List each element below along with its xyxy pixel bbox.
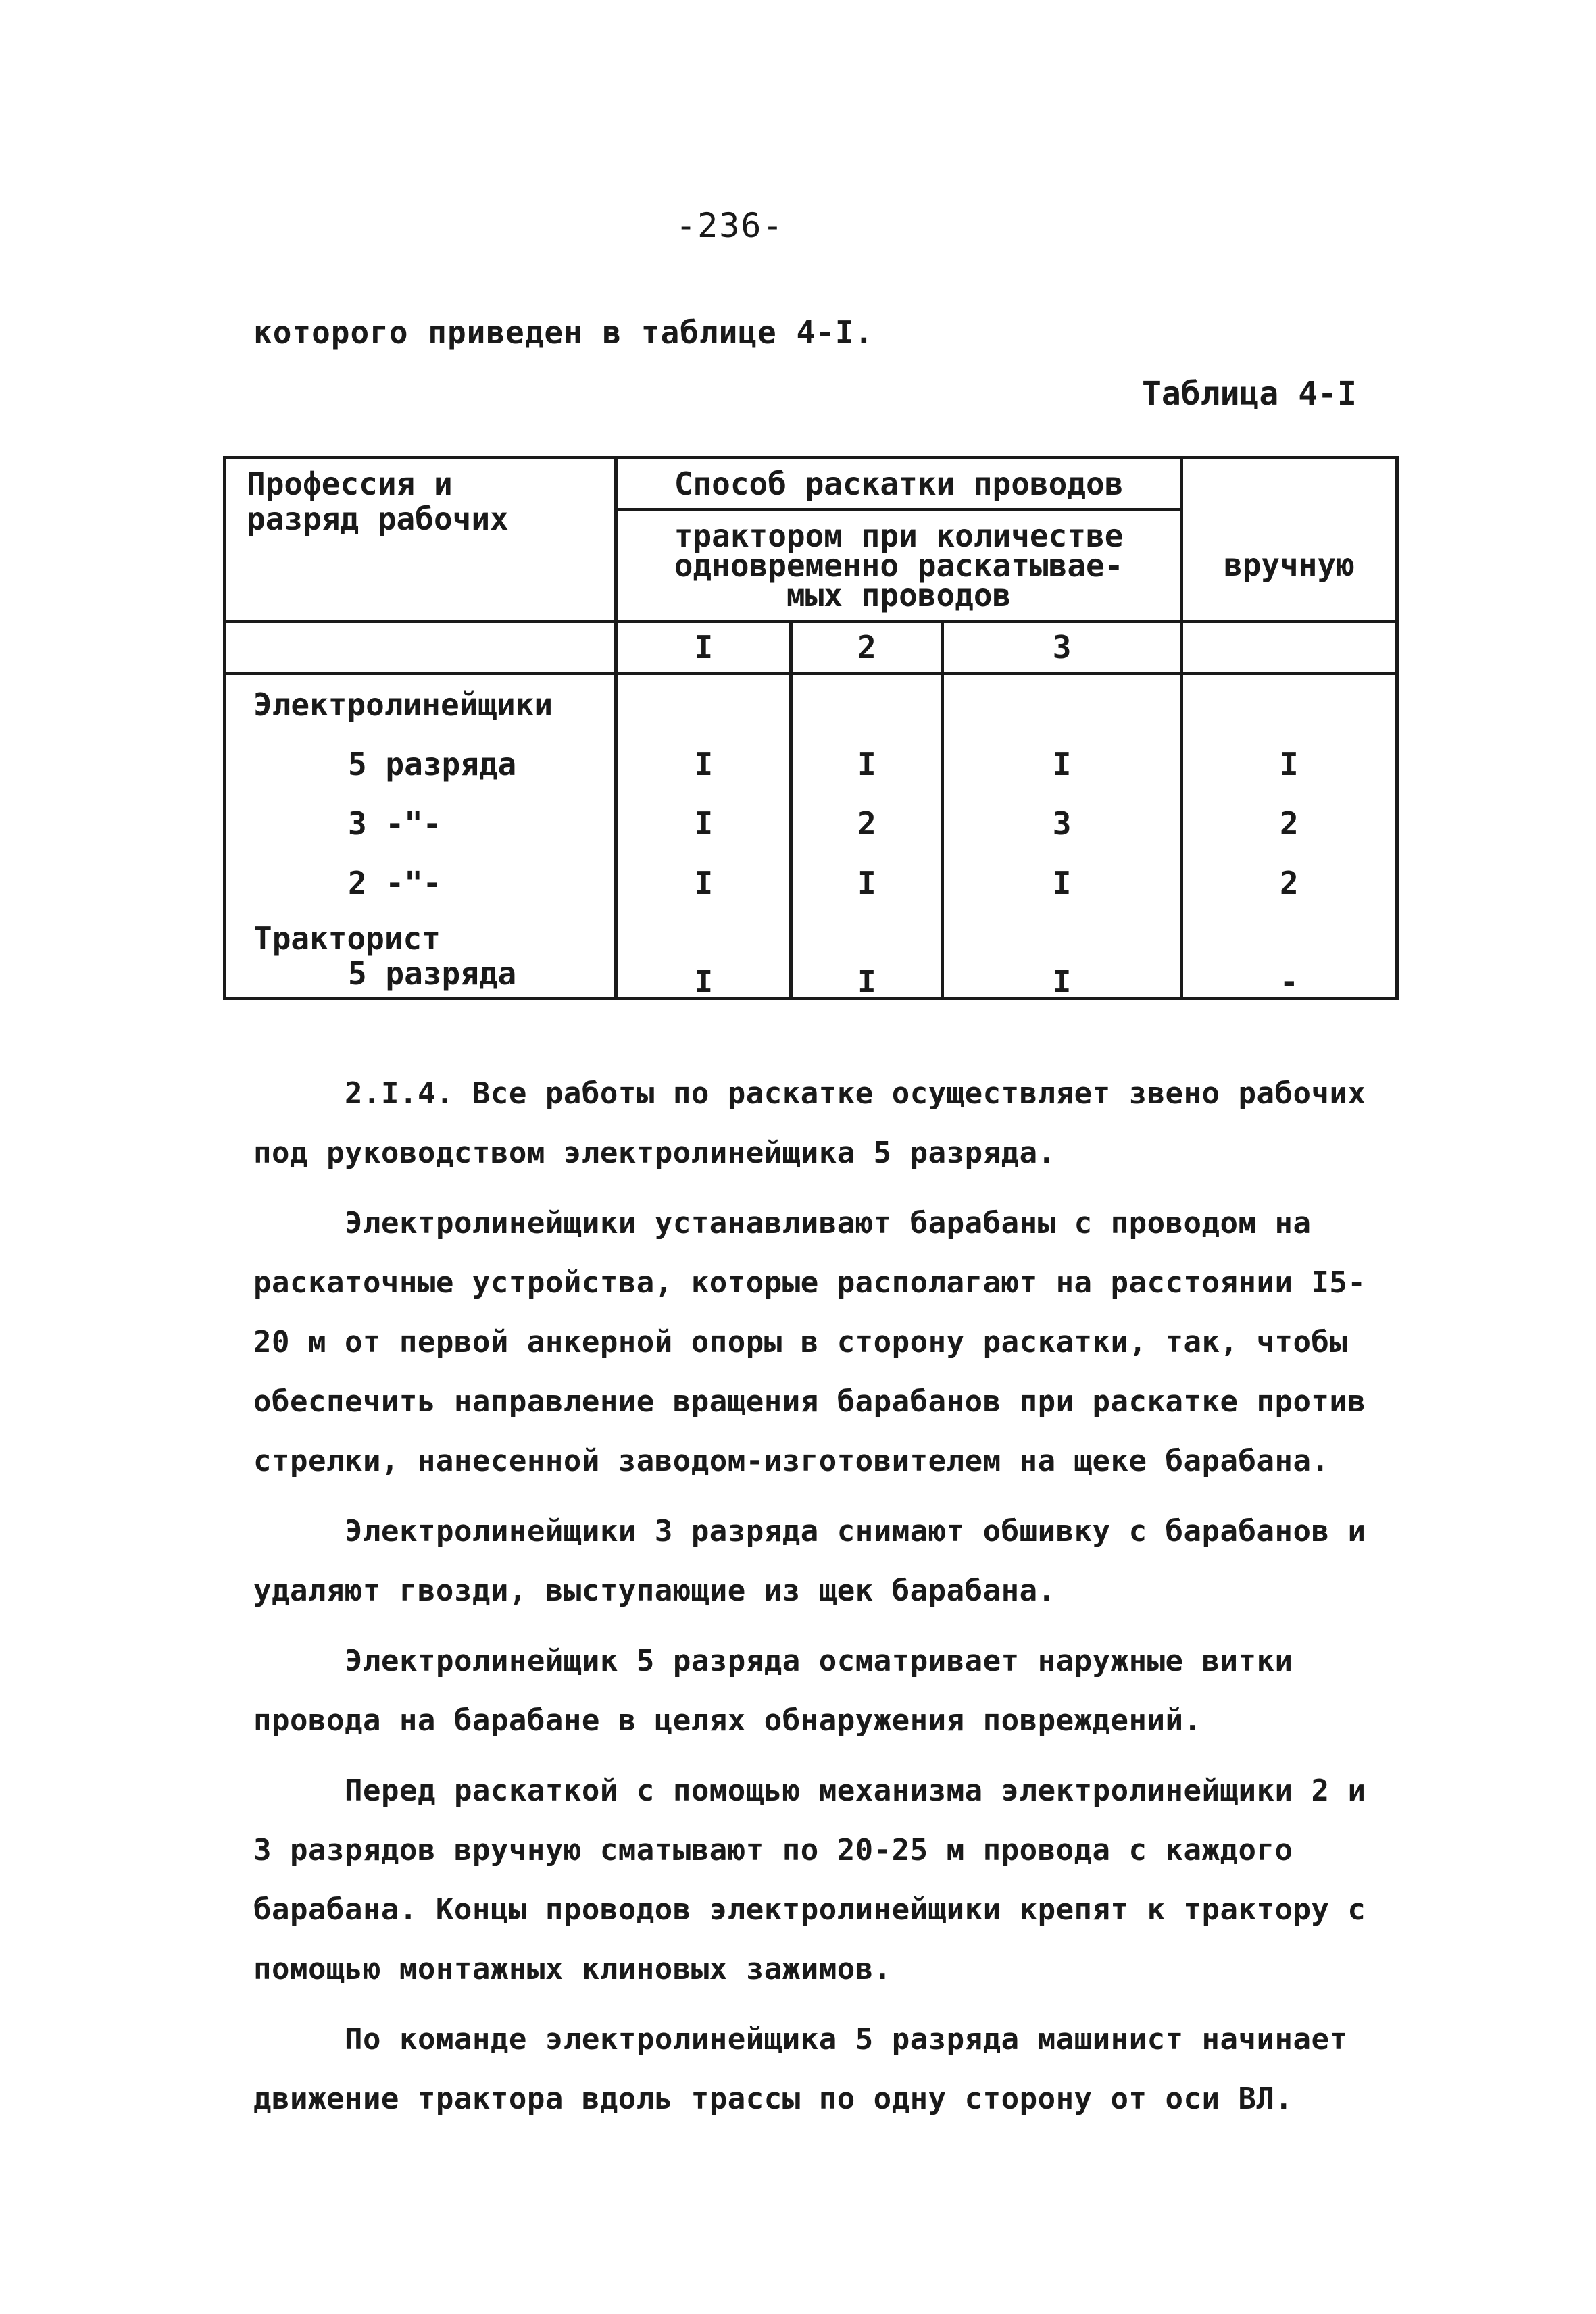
- paragraph: 2.I.4. Все работы по раскатке осуществляет звено рабочих под руководством электролинейщика 5 разряда.: [253, 1076, 1366, 1170]
- row-label: 2 -"-: [348, 865, 442, 901]
- values-column-2: [791, 674, 943, 999]
- header-method: Способ раскатки проводов: [616, 458, 1181, 510]
- table-cell: 2: [1280, 805, 1299, 842]
- paragraph: Электролинейщики устанавливают барабаны с проводом на раскаточные устройства, которые располагают на расстоянии I5-20 м от первой анкерной опоры в сторону раскатки, так, чтобы обеспечить направление вращения барабанов при раскатке против стрелки, нанесенной заводом-изготовителем на щеке барабана.: [253, 1206, 1366, 1478]
- group-label: Электролинейщики: [253, 686, 553, 723]
- labels-column: [225, 674, 616, 999]
- crew-table: [223, 456, 1399, 1000]
- table-cell: I: [694, 746, 714, 782]
- paragraph: По команде электролинейщика 5 разряда машинист начинает движение трактора вдоль трассы по одну сторону от оси ВЛ.: [253, 2022, 1348, 2116]
- col-number-manual: [1181, 622, 1397, 674]
- col-number-3: 3: [943, 622, 1181, 674]
- col-number-2: 2: [791, 622, 943, 674]
- col-number-1: I: [616, 622, 791, 674]
- header-tractor: трактором при количестве одновременно раскатывае- мых проводов: [616, 510, 1181, 622]
- values-column-manual: [1181, 674, 1397, 999]
- paragraph: Электролинейщик 5 разряда осматривает наружные витки провода на барабане в целях обнаружения повреждений.: [253, 1644, 1293, 1738]
- page-number: -236-: [676, 206, 784, 245]
- header-blank: [1181, 458, 1397, 510]
- table-cell: I: [857, 746, 876, 782]
- row-label: 5 разряда: [348, 746, 517, 782]
- table-cell: I: [857, 963, 876, 1000]
- body-text: [253, 1064, 1402, 2129]
- tractor-label: Тракторист 5 разряда: [253, 920, 517, 992]
- table-cell: 2: [857, 805, 876, 842]
- paragraph: Электролинейщики 3 разряда снимают обшивку с барабанов и удаляют гвозди, выступающие из щек барабана.: [253, 1514, 1366, 1608]
- values-column-3: [943, 674, 1181, 999]
- table-cell: I: [694, 805, 714, 842]
- table-cell: 3: [1052, 805, 1072, 842]
- table-cell: I: [694, 963, 714, 1000]
- table-cell: I: [1052, 746, 1072, 782]
- table-caption: Таблица 4-I: [1142, 375, 1357, 413]
- header-profession: Профессия и разряд рабочих: [225, 458, 616, 622]
- header-profession-number-cell: [225, 622, 616, 674]
- table-cell: I: [1052, 865, 1072, 901]
- row-label: 3 -"-: [348, 805, 442, 842]
- table-cell: I: [694, 865, 714, 901]
- paragraph: Перед раскаткой с помощью механизма электролинейщики 2 и 3 разрядов вручную сматывают по 20-25 м провода с каждого барабана. Концы проводов электролинейщики крепят к трактору с помощью монтажных клиновых зажимов.: [253, 1774, 1366, 1986]
- header-manual: вручную: [1181, 510, 1397, 622]
- table-cell: -: [1280, 963, 1299, 1000]
- table-cell: I: [1280, 746, 1299, 782]
- table-cell: I: [1052, 963, 1072, 1000]
- table-cell: I: [857, 865, 876, 901]
- table-cell: 2: [1280, 865, 1299, 901]
- values-column-1: [616, 674, 791, 999]
- intro-line: которого приведен в таблице 4-I.: [253, 314, 874, 351]
